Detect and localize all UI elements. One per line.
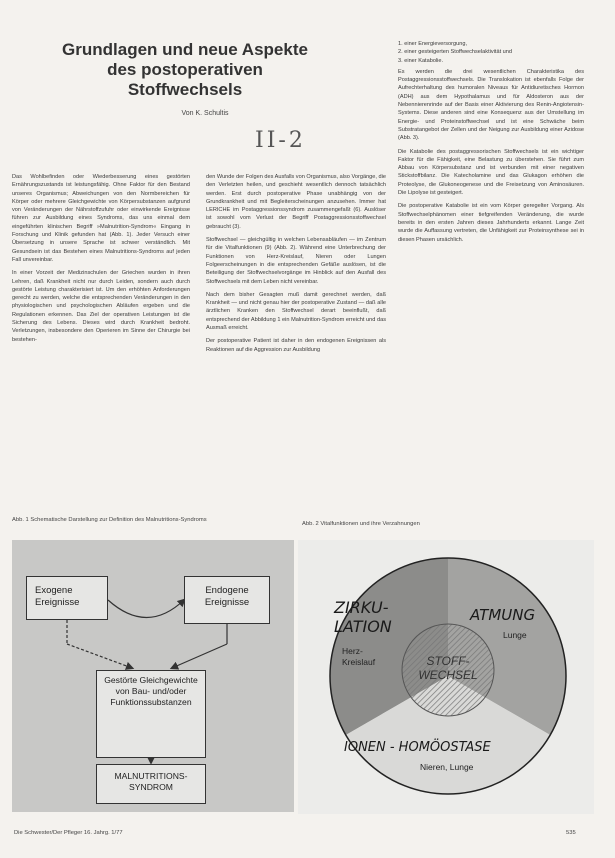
paragraph: In einer Vorzeit der Medizinschulen der Griechen wurden in ihren Lehren, daß Krankheit nicht nur durch Leiden, sondern auch durch gestörte Leistung charakterisiert ist. Um den erhöhten Anforderungen gerecht zu werden, welche die entsprechenden Veränderungen in den physiologischen und psychologischen Abläufen ergeben und die Regulationen erkennen. Das Ziel der operativen Leistungen ist die Sicherung des Lebens. Dieses wird durch Krankheit bedroht. Verletzungen, insbesondere den Operieren im Sinne der Chirurgie bei bestehen- (12, 270, 190, 343)
paragraph: den Wunde der Folgen des Ausfalls von Organismus, also Vorgänge, die den Verletzten heilen, und geschieht wesentlich dennoch tatsächlich werden. Erst durch postoperative Phase unabhängig von der Grundkrankheit und mit Begleiterscheinungen anzusehen. Immer hat LERICHE im Postaggressionssyndrom zusammengefaßt (6). Auslöser ist sowohl vom Verlust der Begriff Postaggressionsstoffwechsel gebraucht (3). (206, 174, 386, 230)
malnutrition-syndrome-box: MALNUTRITIONS-SYNDROM (96, 764, 206, 804)
numbered-list (398, 40, 584, 65)
list-item: 3. einer Katabolie. (398, 57, 444, 64)
figure-1-caption: Abb. 1 Schematische Darstellung zur Definition des Malnutritions-Syndroms (12, 517, 207, 523)
figure-2-diagram (298, 540, 594, 814)
paragraph: Die postoperative Katabolie ist ein vom Körper geregelter Vorgang. Als Stoffwechselphänomen einer tiefgreifenden Veränderung, die wurde bereits in den ersten Jahren dieses Jahrhunderts erkannt. Lange Zeit wurde die Auffassung vertreten, die Unfähigkeit zur Proteinsynthese sei in diesen Phasen ursächlich. (398, 203, 584, 243)
list-item: 1. einer Energieversorgung, (398, 41, 468, 47)
figure-2-caption: Abb. 2 Vitalfunktionen und ihre Verzahnungen (302, 521, 420, 527)
curved-arrow (108, 600, 184, 618)
paragraph: Nach dem bisher Gesagten muß damit gerechnet werden, daß Krankheit — und nicht genau hier der postoperative Zustand — daß alle ärztlichen Kranken den Stoffwechsel derart beeinflußt, daß entsprechend der Abbildung 1 ein Malnutrition-Syndrom erreicht und das Ausmaß erreicht. (206, 291, 386, 332)
label-stoffwechsel: STOFF-WECHSEL (418, 654, 478, 682)
disturbed-balance-box: Gestörte Gleichgewichte von Bau- und/oder Funktionssubstanzen (96, 670, 206, 758)
author-line: Von K. Schultis (181, 110, 229, 117)
label-ionen-homoostase: IONEN - HOMÖOSTASE (344, 740, 491, 755)
paragraph: Der postoperative Patient ist daher in den endogenen Ereignissen als Reaktionen auf die Aggression zur Ausbildung (206, 338, 386, 353)
endogenous-events-box: Endogene Ereignisse (184, 576, 270, 624)
label-zirkulation: ZIRKU-LATION (334, 598, 392, 636)
paragraph: Stoffwechsel — gleichgültig in welchen Lebensabläufen — im Zentrum für die Vitalfunktionen (9) (Abb. 2). Während eine Unterbrechung der Funktionen von Herz-Kreislauf, Nieren oder Lungen Folgeerscheinungen in die entsprechenden Gefäße auslösen, ist die Beteiligung der Stoffwechselvorgänge im Hinblick auf den Ausfall des Stoffwechsels mit dem Leben nicht vereinbar. (206, 237, 386, 285)
paragraph: Die Katabolie des postaggressorischen Stoffwechsels ist ein wichtiger Faktor für die Fähigkeit, eine Belastung zu überstehen. Sie führt zum Abbau von Körpersubstanz und ist verbunden mit einer negativen Stickstoffbilanz. Die Katecholamine und das Glukagon erhöhen die Proteolyse, die Glukoneogenese und die Freisetzung von Aminosäuren. Die Lipolyse ist gesteigert. (398, 148, 584, 197)
paragraph: Das Wohlbefinden oder Wiederbesserung eines gestörten Ernährungszustands ist leistungsfähig. Ohne Faktor für den Bestand unseres Organismus; Abweichungen von den Normbereichen für Körper oder mehrere Gleichgewichte von Körpersubstanzen aufgrund von Veränderungen der Nährstoffzufuhr oder einwirkende Ereignisse führen zur Ausbildung eines Syndroms, das uns einmal dem eingeführten klinischen Begriff »Malnutrition-Syndrom« Eingang in Forschung und Klinik gefunden hat (Abb. 1). Jeder Versuch einer Übersetzung in unsere Sprache ist schwer verständlich. Mit Gesundsein ist das Bestehen eines Malnutritions-Syndroms auf jeden Fall unvereinbar. (12, 174, 190, 263)
label-atmung: ATMUNG (470, 606, 536, 624)
label-herz-kreislauf: Herz-Kreislauf (342, 646, 376, 667)
page-number: 535 (566, 830, 576, 836)
label-nieren-lunge: Nieren, Lunge (420, 762, 474, 772)
arrow-line (67, 644, 132, 668)
list-item: 2. einer gesteigerten Stoffwechselaktivität und (398, 49, 513, 56)
label-lunge: Lunge (503, 630, 527, 640)
arrow-line (172, 644, 227, 668)
figure-1-diagram (12, 540, 294, 812)
article-title: Grundlagen und neue Aspekte des postoperativen Stoffwechsels (62, 40, 308, 99)
journal-footer: Die Schwester/Der Pfleger 16. Jahrg. 1/77 (14, 830, 123, 836)
exogenous-events-box: Exogene Ereignisse (26, 576, 108, 620)
text-column-3 (398, 40, 584, 518)
handwritten-note: II-2 (255, 128, 306, 153)
text-column-1 (12, 173, 190, 513)
paragraph: Es werden die drei wesentlichen Charakteristika des Postaggressionsstoffwechsels. Die Translokation ist ebenfalls Folge der Aufrechterhaltung des humoralen Niveaus für Antidiuretisches Hormon (ADH) aus dem Hypothalamus und für Aldosteron aus der Nebennierenrinde auf der Basis einer Aktivierung des Renin-Angiotensin-Systems. Diese anderen sind eine Konsequenz aus der Umstellung im Energie- und Proteinstoffwechsel und ist eine Schwäche beim Substratangebot der Zellen und der Neigung zur Ausbildung einer Azidose (Abb. 3). (398, 68, 584, 142)
text-column-2 (206, 173, 386, 518)
